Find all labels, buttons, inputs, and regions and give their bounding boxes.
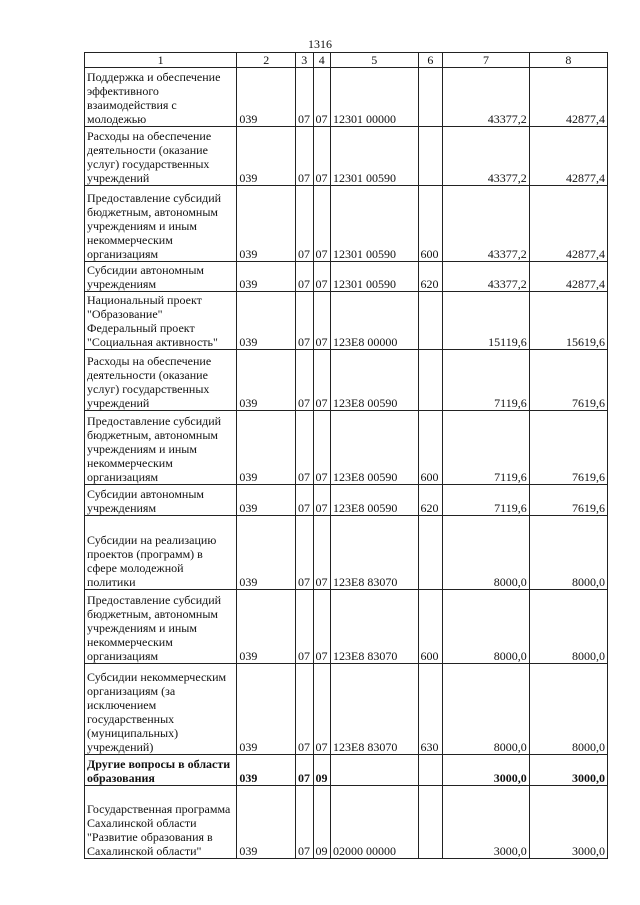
page-number: 1316 (308, 37, 332, 51)
amount-cell: 43377,2 (443, 262, 529, 292)
csr-cell: 123E8 83070 (331, 664, 419, 755)
amount-cell: 8000,0 (529, 590, 607, 664)
vr-cell: 630 (418, 664, 443, 755)
name-cell: Субсидии автономным учреждениям (85, 262, 237, 292)
rz-cell: 07 (296, 590, 314, 664)
amount-cell: 8000,0 (443, 664, 529, 755)
table-row (85, 485, 608, 516)
amount-cell: 3000,0 (529, 786, 607, 859)
ved-cell: 039 (237, 664, 296, 755)
amount-cell: 42877,4 (529, 127, 607, 186)
pr-cell: 07 (313, 590, 331, 664)
pr-cell: 07 (313, 485, 331, 516)
ved-cell: 039 (237, 68, 296, 127)
csr-cell (331, 755, 419, 786)
amount-cell: 43377,2 (443, 127, 529, 186)
vr-cell (418, 786, 443, 859)
csr-cell: 123E8 00590 (331, 485, 419, 516)
amount-cell: 8000,0 (529, 516, 607, 590)
csr-cell: 12301 00590 (331, 186, 419, 262)
header-cell: 7 (443, 53, 529, 68)
header-cell: 4 (313, 53, 331, 68)
header-cell: 1 (85, 53, 237, 68)
name-cell: Предоставление субсидий бюджетным, автономным учреждениям и иным некоммерческим организациям (85, 186, 237, 262)
pr-cell: 07 (313, 516, 331, 590)
amount-cell: 7619,6 (529, 485, 607, 516)
name-cell: Расходы на обеспечение деятельности (оказание услуг) государственных учреждений (85, 127, 237, 186)
amount-cell: 3000,0 (443, 786, 529, 859)
budget-table (84, 52, 608, 859)
ved-cell: 039 (237, 350, 296, 411)
table-row (85, 590, 608, 664)
name-cell: Государственная программа Сахалинской области "Развитие образования в Сахалинской области" (85, 786, 237, 859)
header-cell: 5 (331, 53, 419, 68)
amount-cell: 8000,0 (443, 590, 529, 664)
pr-cell: 09 (313, 755, 331, 786)
header-cell: 2 (237, 53, 296, 68)
vr-cell: 620 (418, 485, 443, 516)
pr-cell: 09 (313, 786, 331, 859)
vr-cell (418, 68, 443, 127)
ved-cell: 039 (237, 516, 296, 590)
name-cell: Поддержка и обеспечение эффективного взаимодействия с молодежью (85, 68, 237, 127)
vr-cell: 600 (418, 186, 443, 262)
table-row (85, 350, 608, 411)
rz-cell: 07 (296, 262, 314, 292)
table-row (85, 516, 608, 590)
ved-cell: 039 (237, 485, 296, 516)
rz-cell: 07 (296, 664, 314, 755)
vr-cell: 600 (418, 590, 443, 664)
name-cell: Предоставление субсидий бюджетным, автономным учреждениям и иным некоммерческим организациям (85, 411, 237, 485)
csr-cell: 123E8 00590 (331, 411, 419, 485)
table-row (85, 68, 608, 127)
vr-cell (418, 127, 443, 186)
name-cell: Субсидии некоммерческим организациям (за исключением государственных (муниципальных) учреждений) (85, 664, 237, 755)
amount-cell: 3000,0 (529, 755, 607, 786)
pr-cell: 07 (313, 292, 331, 350)
header-cell: 6 (418, 53, 443, 68)
rz-cell: 07 (296, 68, 314, 127)
pr-cell: 07 (313, 186, 331, 262)
rz-cell: 07 (296, 127, 314, 186)
ved-cell: 039 (237, 127, 296, 186)
table-row (85, 411, 608, 485)
ved-cell: 039 (237, 186, 296, 262)
csr-cell: 123E8 83070 (331, 516, 419, 590)
ved-cell: 039 (237, 262, 296, 292)
amount-cell: 7119,6 (443, 411, 529, 485)
amount-cell: 8000,0 (443, 516, 529, 590)
rz-cell: 07 (296, 350, 314, 411)
csr-cell: 02000 00000 (331, 786, 419, 859)
amount-cell: 42877,4 (529, 262, 607, 292)
rz-cell: 07 (296, 292, 314, 350)
name-cell: Другие вопросы в области образования (85, 755, 237, 786)
table-row (85, 262, 608, 292)
csr-cell: 12301 00590 (331, 127, 419, 186)
name-cell: Национальный проект "Образование" Федеральный проект "Социальная активность" (85, 292, 237, 350)
amount-cell: 42877,4 (529, 68, 607, 127)
name-cell: Расходы на обеспечение деятельности (оказание услуг) государственных учреждений (85, 350, 237, 411)
name-cell: Субсидии на реализацию проектов (программ) в сфере молодежной политики (85, 516, 237, 590)
table-row (85, 786, 608, 859)
table-row (85, 186, 608, 262)
csr-cell: 123E8 83070 (331, 590, 419, 664)
amount-cell: 42877,4 (529, 186, 607, 262)
rz-cell: 07 (296, 755, 314, 786)
table-row (85, 664, 608, 755)
amount-cell: 7119,6 (443, 350, 529, 411)
csr-cell: 12301 00590 (331, 262, 419, 292)
table-row (85, 755, 608, 786)
pr-cell: 07 (313, 127, 331, 186)
rz-cell: 07 (296, 485, 314, 516)
vr-cell (418, 350, 443, 411)
ved-cell: 039 (237, 786, 296, 859)
amount-cell: 7119,6 (443, 485, 529, 516)
amount-cell: 7619,6 (529, 350, 607, 411)
ved-cell: 039 (237, 411, 296, 485)
vr-cell (418, 755, 443, 786)
vr-cell (418, 292, 443, 350)
rz-cell: 07 (296, 786, 314, 859)
header-cell: 3 (296, 53, 314, 68)
pr-cell: 07 (313, 68, 331, 127)
pr-cell: 07 (313, 664, 331, 755)
pr-cell: 07 (313, 262, 331, 292)
csr-cell: 123E8 00590 (331, 350, 419, 411)
pr-cell: 07 (313, 411, 331, 485)
amount-cell: 43377,2 (443, 68, 529, 127)
rz-cell: 07 (296, 516, 314, 590)
name-cell: Предоставление субсидий бюджетным, автономным учреждениям и иным некоммерческим организациям (85, 590, 237, 664)
amount-cell: 43377,2 (443, 186, 529, 262)
table-row (85, 292, 608, 350)
table-row (85, 127, 608, 186)
amount-cell: 8000,0 (529, 664, 607, 755)
ved-cell: 039 (237, 755, 296, 786)
amount-cell: 15119,6 (443, 292, 529, 350)
amount-cell: 15619,6 (529, 292, 607, 350)
ved-cell: 039 (237, 590, 296, 664)
csr-cell: 12301 00000 (331, 68, 419, 127)
vr-cell: 620 (418, 262, 443, 292)
name-cell: Субсидии автономным учреждениям (85, 485, 237, 516)
rz-cell: 07 (296, 411, 314, 485)
rz-cell: 07 (296, 186, 314, 262)
amount-cell: 7619,6 (529, 411, 607, 485)
header-cell: 8 (529, 53, 607, 68)
pr-cell: 07 (313, 350, 331, 411)
vr-cell: 600 (418, 411, 443, 485)
amount-cell: 3000,0 (443, 755, 529, 786)
ved-cell: 039 (237, 292, 296, 350)
header-row (85, 53, 608, 68)
vr-cell (418, 516, 443, 590)
table-body (85, 68, 608, 859)
csr-cell: 123E8 00000 (331, 292, 419, 350)
